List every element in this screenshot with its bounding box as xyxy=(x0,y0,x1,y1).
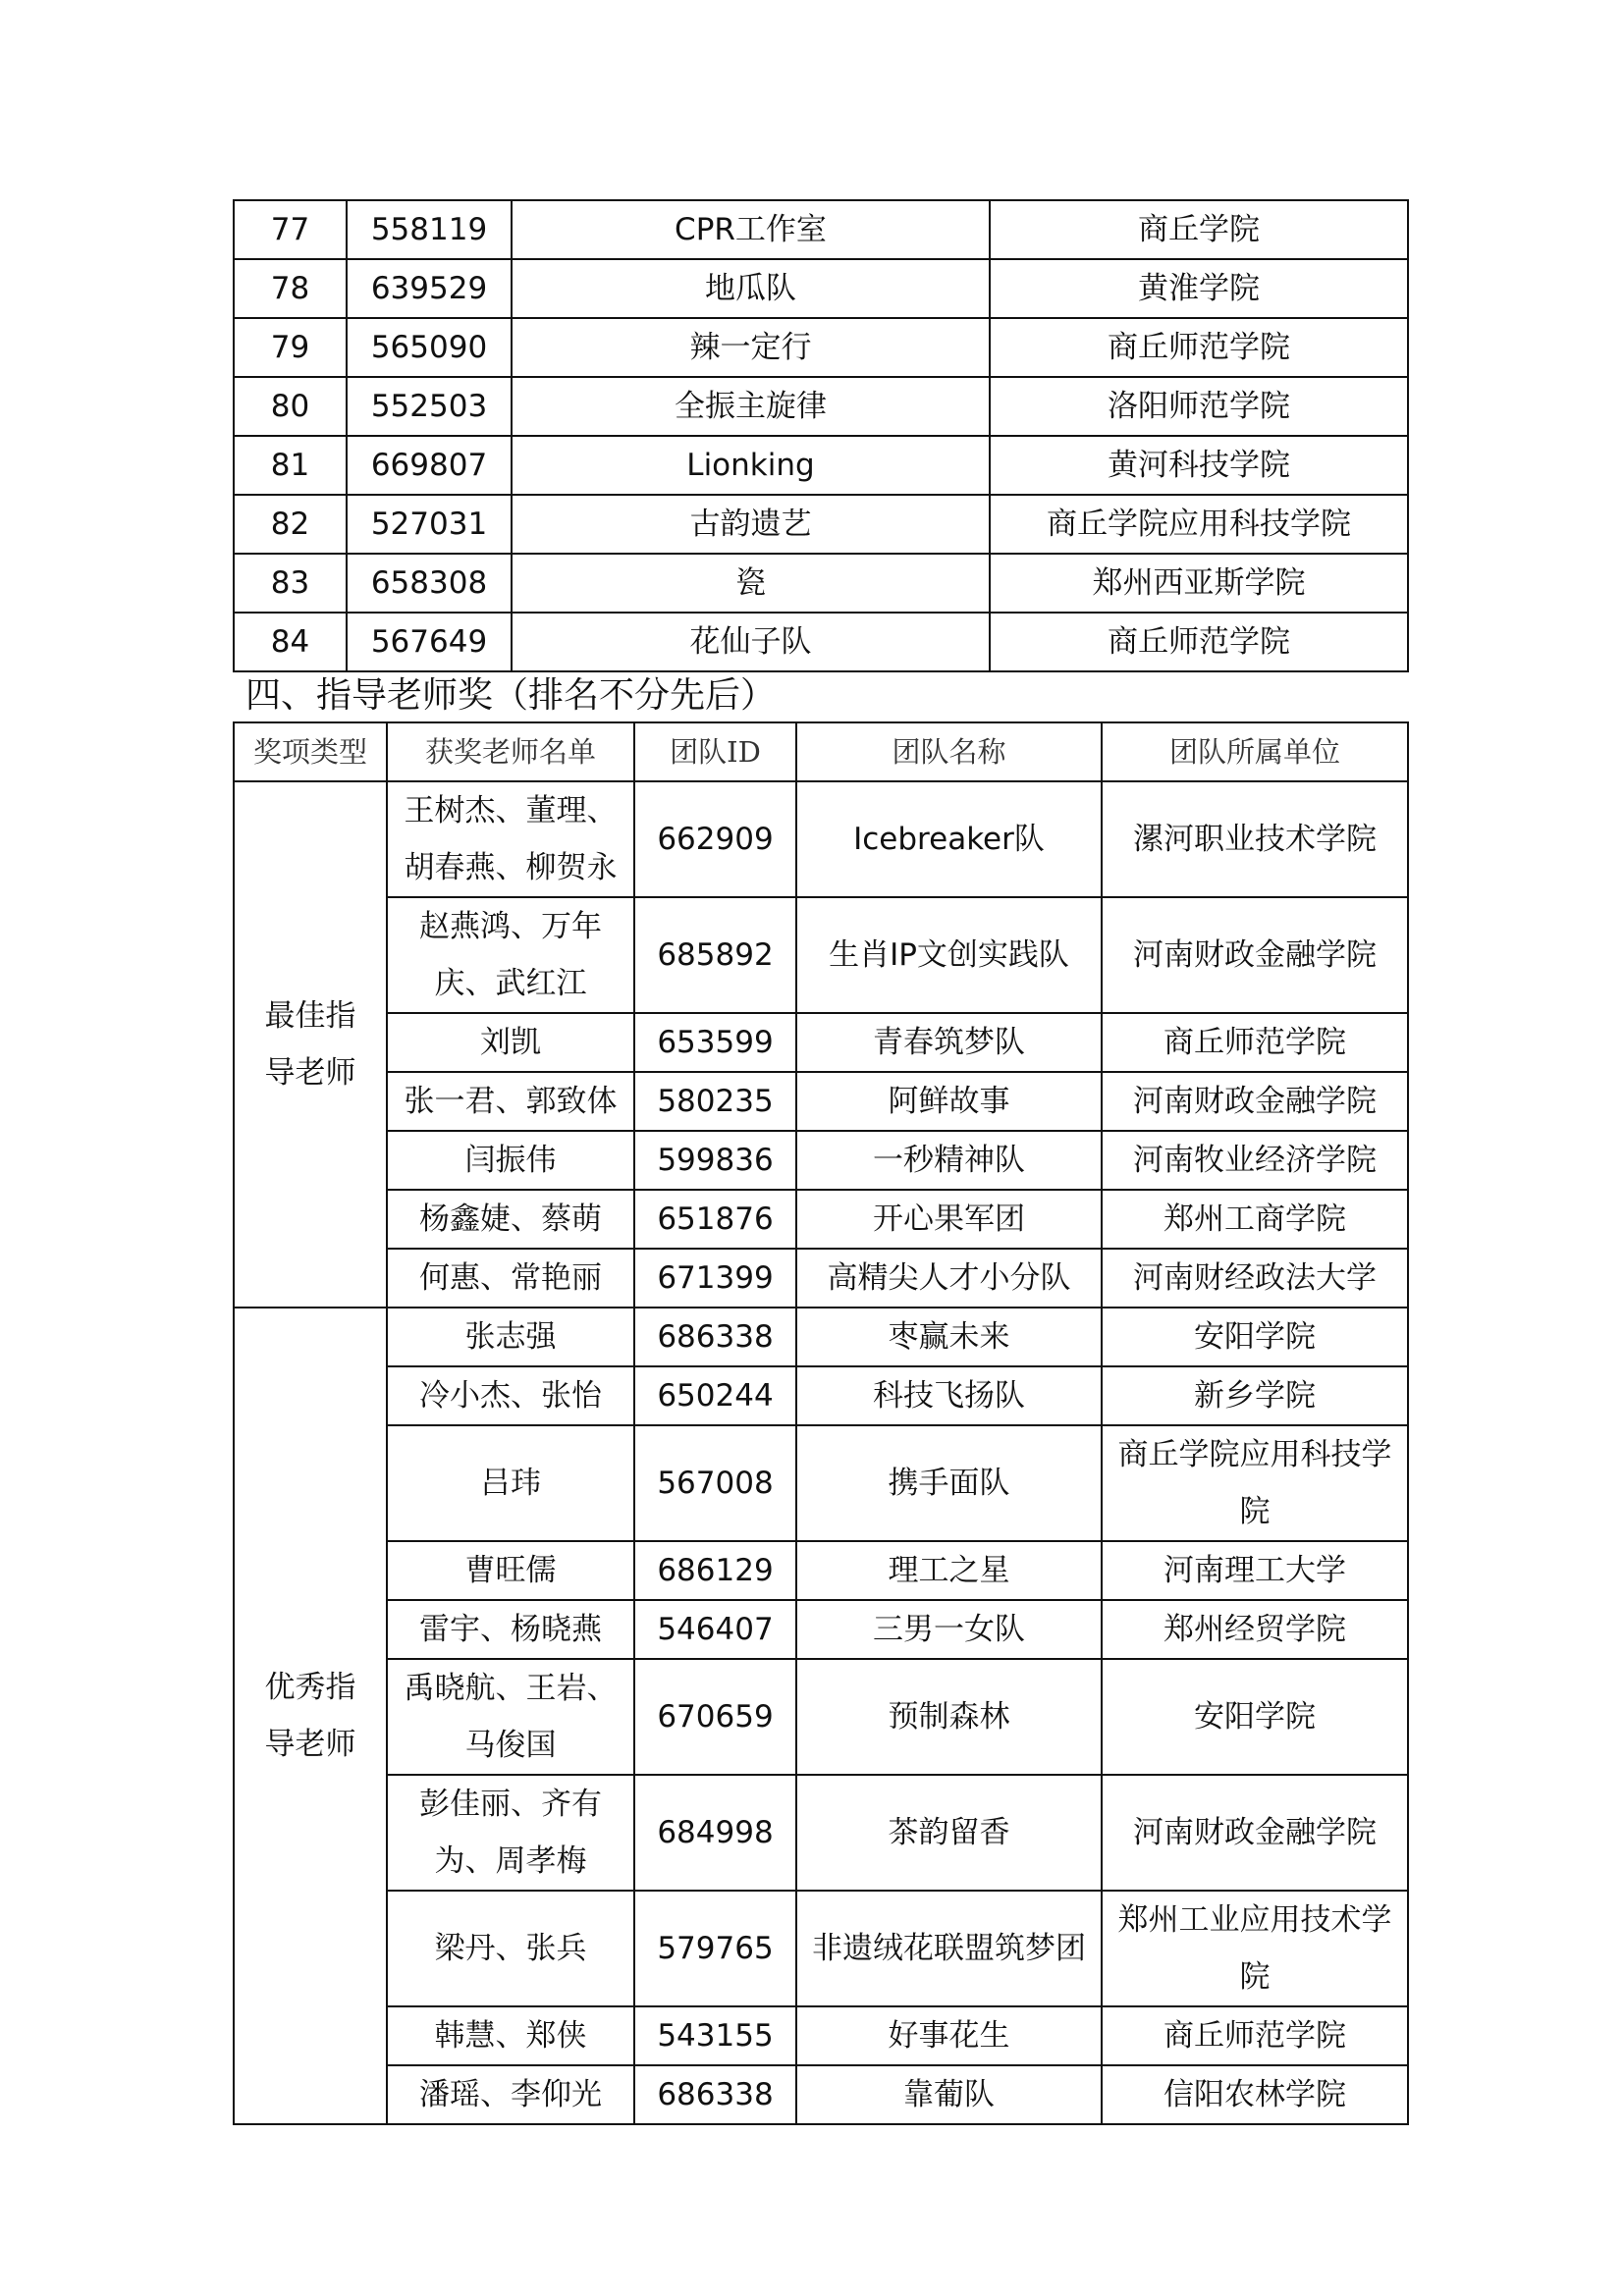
institution-cell: 河南财政金融学院 xyxy=(1102,1072,1408,1131)
institution-cell: 洛阳师范学院 xyxy=(990,377,1408,436)
rank-cell: 79 xyxy=(234,318,347,377)
rank-cell: 83 xyxy=(234,554,347,613)
advisors-cell: 冷小杰、张怡 xyxy=(387,1366,634,1425)
team-id-cell: 650244 xyxy=(634,1366,796,1425)
table-row xyxy=(234,1775,1408,1891)
institution-cell: 信阳农林学院 xyxy=(1102,2065,1408,2124)
team-name-cell: CPR工作室 xyxy=(512,200,990,259)
team-id-cell: 543155 xyxy=(634,2006,796,2065)
institution-cell: 河南财政金融学院 xyxy=(1102,1775,1408,1891)
institution-cell: 漯河职业技术学院 xyxy=(1102,781,1408,897)
team-name-cell: 非遗绒花联盟筑梦团 xyxy=(796,1891,1102,2006)
table-row xyxy=(234,495,1408,554)
advisors-cell: 王树杰、董理、胡春燕、柳贺永 xyxy=(387,781,634,897)
team-id-cell: 651876 xyxy=(634,1190,796,1249)
section-heading: 四、指导老师奖（排名不分先后） xyxy=(245,675,777,716)
header-institution: 团队所属单位 xyxy=(1102,722,1408,781)
institution-cell: 郑州经贸学院 xyxy=(1102,1600,1408,1659)
team-id-cell: 686338 xyxy=(634,1308,796,1366)
institution-cell: 河南财政金融学院 xyxy=(1102,897,1408,1013)
team-id-cell: 546407 xyxy=(634,1600,796,1659)
institution-cell: 新乡学院 xyxy=(1102,1366,1408,1425)
team-id-cell: 671399 xyxy=(634,1249,796,1308)
advisors-cell: 张一君、郭致体 xyxy=(387,1072,634,1131)
team-id-cell: 599836 xyxy=(634,1131,796,1190)
team-name-cell: 瓷 xyxy=(512,554,990,613)
team-id-cell: 669807 xyxy=(347,436,512,495)
advisors-cell: 潘瑶、李仰光 xyxy=(387,2065,634,2124)
team-name-cell: 理工之星 xyxy=(796,1541,1102,1600)
team-name-cell: 好事花生 xyxy=(796,2006,1102,2065)
table-row xyxy=(234,613,1408,671)
rank-cell: 81 xyxy=(234,436,347,495)
team-id-cell: 558119 xyxy=(347,200,512,259)
team-id-cell: 686129 xyxy=(634,1541,796,1600)
team-id-cell: 567008 xyxy=(634,1425,796,1541)
table-row xyxy=(234,1249,1408,1308)
table-header-row xyxy=(234,722,1408,781)
institution-cell: 商丘学院应用科技学院 xyxy=(990,495,1408,554)
rank-cell: 77 xyxy=(234,200,347,259)
table-row xyxy=(234,2065,1408,2124)
advisors-cell: 雷宇、杨晓燕 xyxy=(387,1600,634,1659)
advisors-cell: 张志强 xyxy=(387,1308,634,1366)
team-name-cell: 阿鲜故事 xyxy=(796,1072,1102,1131)
team-name-cell: 全振主旋律 xyxy=(512,377,990,436)
institution-cell: 河南牧业经济学院 xyxy=(1102,1131,1408,1190)
advisors-cell: 刘凯 xyxy=(387,1013,634,1072)
team-id-cell: 552503 xyxy=(347,377,512,436)
team-id-cell: 639529 xyxy=(347,259,512,318)
table-row xyxy=(234,1131,1408,1190)
table-row xyxy=(234,1600,1408,1659)
institution-cell: 商丘学院应用科技学院 xyxy=(1102,1425,1408,1541)
team-name-cell: 茶韵留香 xyxy=(796,1775,1102,1891)
results-table-continued xyxy=(233,199,1409,672)
team-name-cell: 花仙子队 xyxy=(512,613,990,671)
header-team-id: 团队ID xyxy=(634,722,796,781)
team-name-cell: 生肖IP文创实践队 xyxy=(796,897,1102,1013)
institution-cell: 黄河科技学院 xyxy=(990,436,1408,495)
rank-cell: 84 xyxy=(234,613,347,671)
team-name-cell: 预制森林 xyxy=(796,1659,1102,1775)
rank-cell: 82 xyxy=(234,495,347,554)
institution-cell: 安阳学院 xyxy=(1102,1659,1408,1775)
team-name-cell: 靠葡队 xyxy=(796,2065,1102,2124)
advisors-cell: 曹旺儒 xyxy=(387,1541,634,1600)
institution-cell: 郑州工业应用技术学院 xyxy=(1102,1891,1408,2006)
institution-cell: 商丘师范学院 xyxy=(1102,2006,1408,2065)
table-row xyxy=(234,1425,1408,1541)
table-row xyxy=(234,1072,1408,1131)
advisors-cell: 韩慧、郑侠 xyxy=(387,2006,634,2065)
team-name-cell: 古韵遗艺 xyxy=(512,495,990,554)
institution-cell: 郑州工商学院 xyxy=(1102,1190,1408,1249)
team-id-cell: 670659 xyxy=(634,1659,796,1775)
table-row xyxy=(234,318,1408,377)
table-row xyxy=(234,1013,1408,1072)
team-name-cell: Icebreaker队 xyxy=(796,781,1102,897)
team-name-cell: 开心果军团 xyxy=(796,1190,1102,1249)
header-team-name: 团队名称 xyxy=(796,722,1102,781)
team-id-cell: 684998 xyxy=(634,1775,796,1891)
advisor-award-table xyxy=(233,721,1409,2125)
institution-cell: 安阳学院 xyxy=(1102,1308,1408,1366)
team-id-cell: 686338 xyxy=(634,2065,796,2124)
advisors-cell: 禹晓航、王岩、马俊国 xyxy=(387,1659,634,1775)
advisors-cell: 吕玮 xyxy=(387,1425,634,1541)
team-name-cell: 青春筑梦队 xyxy=(796,1013,1102,1072)
team-id-cell: 658308 xyxy=(347,554,512,613)
advisors-cell: 何惠、常艳丽 xyxy=(387,1249,634,1308)
table-row xyxy=(234,259,1408,318)
team-id-cell: 653599 xyxy=(634,1013,796,1072)
institution-cell: 商丘师范学院 xyxy=(990,613,1408,671)
advisors-cell: 梁丹、张兵 xyxy=(387,1891,634,2006)
team-name-cell: 科技飞扬队 xyxy=(796,1366,1102,1425)
table-row xyxy=(234,436,1408,495)
team-name-cell: 携手面队 xyxy=(796,1425,1102,1541)
award-type-cell: 优秀指导老师 xyxy=(234,1308,387,2124)
advisors-cell: 杨鑫婕、蔡萌 xyxy=(387,1190,634,1249)
team-id-cell: 662909 xyxy=(634,781,796,897)
table-row xyxy=(234,1891,1408,2006)
table-row xyxy=(234,1659,1408,1775)
table-row xyxy=(234,1541,1408,1600)
team-name-cell: 辣一定行 xyxy=(512,318,990,377)
header-advisors: 获奖老师名单 xyxy=(387,722,634,781)
team-id-cell: 580235 xyxy=(634,1072,796,1131)
team-name-cell: 高精尖人才小分队 xyxy=(796,1249,1102,1308)
team-name-cell: 三男一女队 xyxy=(796,1600,1102,1659)
rank-cell: 80 xyxy=(234,377,347,436)
institution-cell: 郑州西亚斯学院 xyxy=(990,554,1408,613)
team-name-cell: 一秒精神队 xyxy=(796,1131,1102,1190)
header-award-type: 奖项类型 xyxy=(234,722,387,781)
table-row xyxy=(234,554,1408,613)
advisors-cell: 彭佳丽、齐有为、周孝梅 xyxy=(387,1775,634,1891)
institution-cell: 黄淮学院 xyxy=(990,259,1408,318)
advisors-cell: 闫振伟 xyxy=(387,1131,634,1190)
institution-cell: 商丘师范学院 xyxy=(1102,1013,1408,1072)
team-name-cell: 枣赢未来 xyxy=(796,1308,1102,1366)
institution-cell: 商丘学院 xyxy=(990,200,1408,259)
institution-cell: 河南理工大学 xyxy=(1102,1541,1408,1600)
team-name-cell: Lionking xyxy=(512,436,990,495)
team-id-cell: 527031 xyxy=(347,495,512,554)
institution-cell: 商丘师范学院 xyxy=(990,318,1408,377)
table-row xyxy=(234,897,1408,1013)
award-type-cell: 最佳指导老师 xyxy=(234,781,387,1308)
table-row xyxy=(234,1366,1408,1425)
table-row xyxy=(234,2006,1408,2065)
rank-cell: 78 xyxy=(234,259,347,318)
team-id-cell: 685892 xyxy=(634,897,796,1013)
team-id-cell: 579765 xyxy=(634,1891,796,2006)
table-row xyxy=(234,200,1408,259)
team-id-cell: 565090 xyxy=(347,318,512,377)
table-row xyxy=(234,781,1408,897)
team-id-cell: 567649 xyxy=(347,613,512,671)
team-name-cell: 地瓜队 xyxy=(512,259,990,318)
table-row xyxy=(234,377,1408,436)
institution-cell: 河南财经政法大学 xyxy=(1102,1249,1408,1308)
advisors-cell: 赵燕鸿、万年庆、武红江 xyxy=(387,897,634,1013)
table-row xyxy=(234,1308,1408,1366)
table-row xyxy=(234,1190,1408,1249)
